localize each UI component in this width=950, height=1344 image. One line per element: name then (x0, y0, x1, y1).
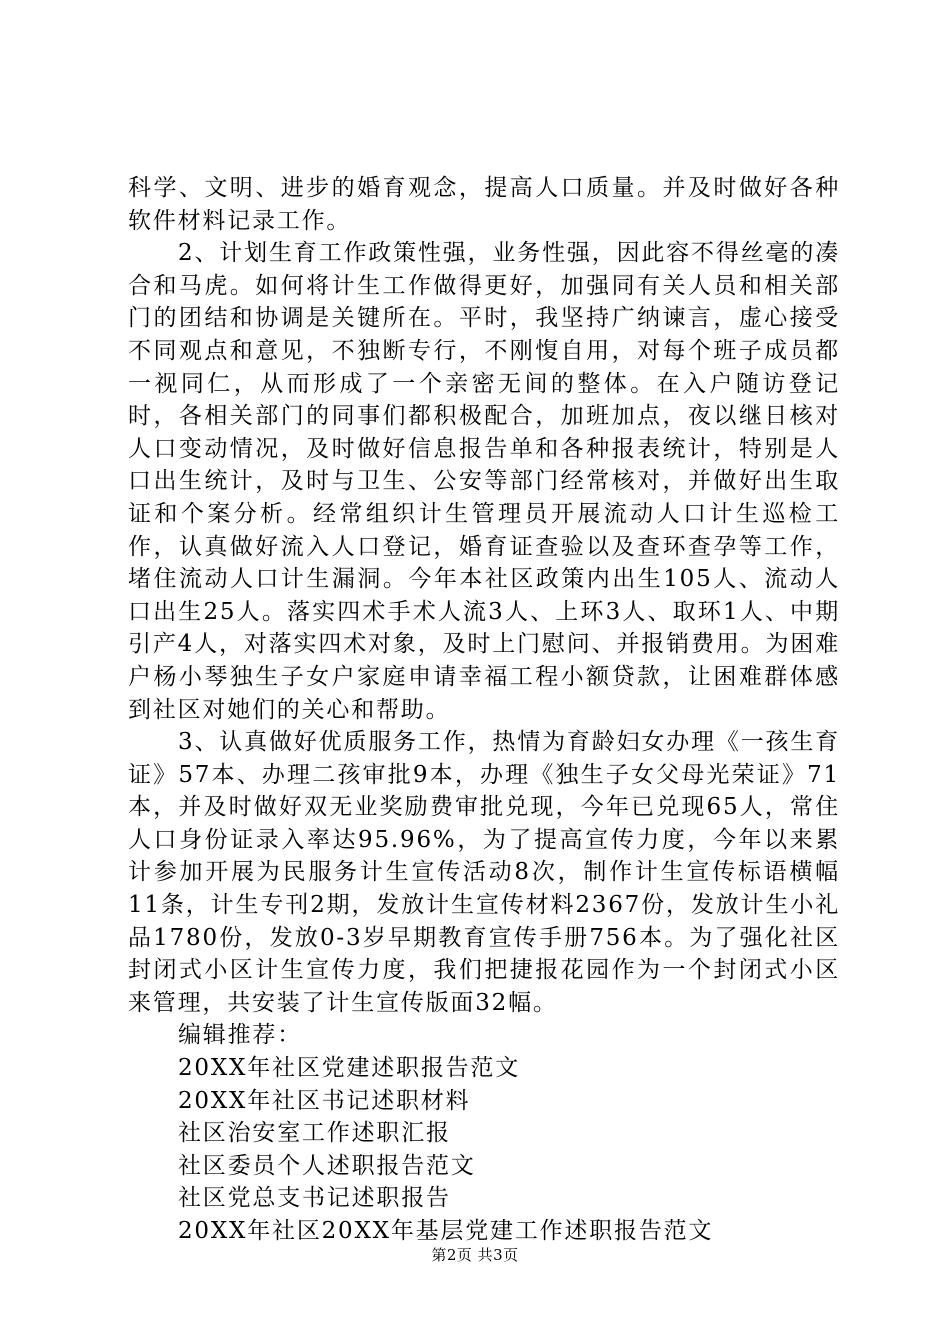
recommendation-link[interactable]: 社区委员个人述职报告范文 (178, 1152, 476, 1179)
page-footer: 第2页 共3页 (431, 1246, 519, 1264)
paragraph-continuation: 科学、文明、进步的婚育观念，提高人口质量。并及时做好各种软件材料记录工作。 (128, 175, 840, 234)
paragraph-item-2: 2、计划生育工作政策性强，业务性强，因此容不得丝毫的凑合和马虎。如何将计生工作做得更好，加强同有关人员和相关部门的团结和协调是关键所在。平时，我坚持广纳谏言，虚心接受不同观点和意见，不独断专行，不刚愎自用，对每个班子成员都一视同仁，从而形成了一个亲密无间的整体。在入户随访登记时，各相关部门的同事们都积极配合，加班加点，夜以继日核对人口变动情况，及时做好信息报告单和各种报表统计，特别是人口出生统计，及时与卫生、公安等部门经常核对，并做好出生取证和个案分析。经常组织计生管理员开展流动人口计生巡检工作，认真做好流入人口登记，婚育证查验以及查环查孕等工作，堵住流动人口计生漏洞。今年本社区政策内出生105人、流动人口出生25人。落实四术手术人流3人、上环3人、取环1人、中期引产4人，对落实四术对象，及时上门慰问、并报销费用。为困难户杨小琴独生子女户家庭申请幸福工程小额贷款，让困难群体感到社区对她们的关心和帮助。 (128, 240, 840, 723)
document-body (128, 172, 840, 1248)
paragraph-item-3: 3、认真做好优质服务工作，热情为育龄妇女办理《一孩生育证》57本、办理二孩审批9本，办理《独生子女父母光荣证》71本，并及时做好双无业奖励费审批兑现，今年已兑现65人，常住人口身份证录入率达95.96%，为了提高宣传力度，今年以来累计参加开展为民服务计生宣传活动8次，制作计生宣传标语横幅11条，计生专刊2期，发放计生宣传材料2367份，发放计生小礼品1780份，发放0-3岁早期教育宣传手册756本。为了强化社区封闭式小区计生宣传力度，我们把捷报花园作为一个封闭式小区来管理，共安装了计生宣传版面32幅。 (128, 729, 840, 1016)
recommendation-link[interactable]: 20XX年社区党建述职报告范文 (178, 1055, 521, 1082)
recommendations-heading: 编辑推荐： (178, 1022, 302, 1049)
recommendation-link[interactable]: 20XX年社区书记述职材料 (178, 1087, 471, 1114)
recommendation-link[interactable]: 20XX年社区20XX年基层党建工作述职报告范文 (178, 1218, 714, 1244)
recommendation-link[interactable]: 社区治安室工作述职汇报 (178, 1120, 451, 1147)
recommendation-link[interactable]: 社区党总支书记述职报告 (178, 1185, 451, 1212)
recommendations-list (128, 1052, 840, 1248)
